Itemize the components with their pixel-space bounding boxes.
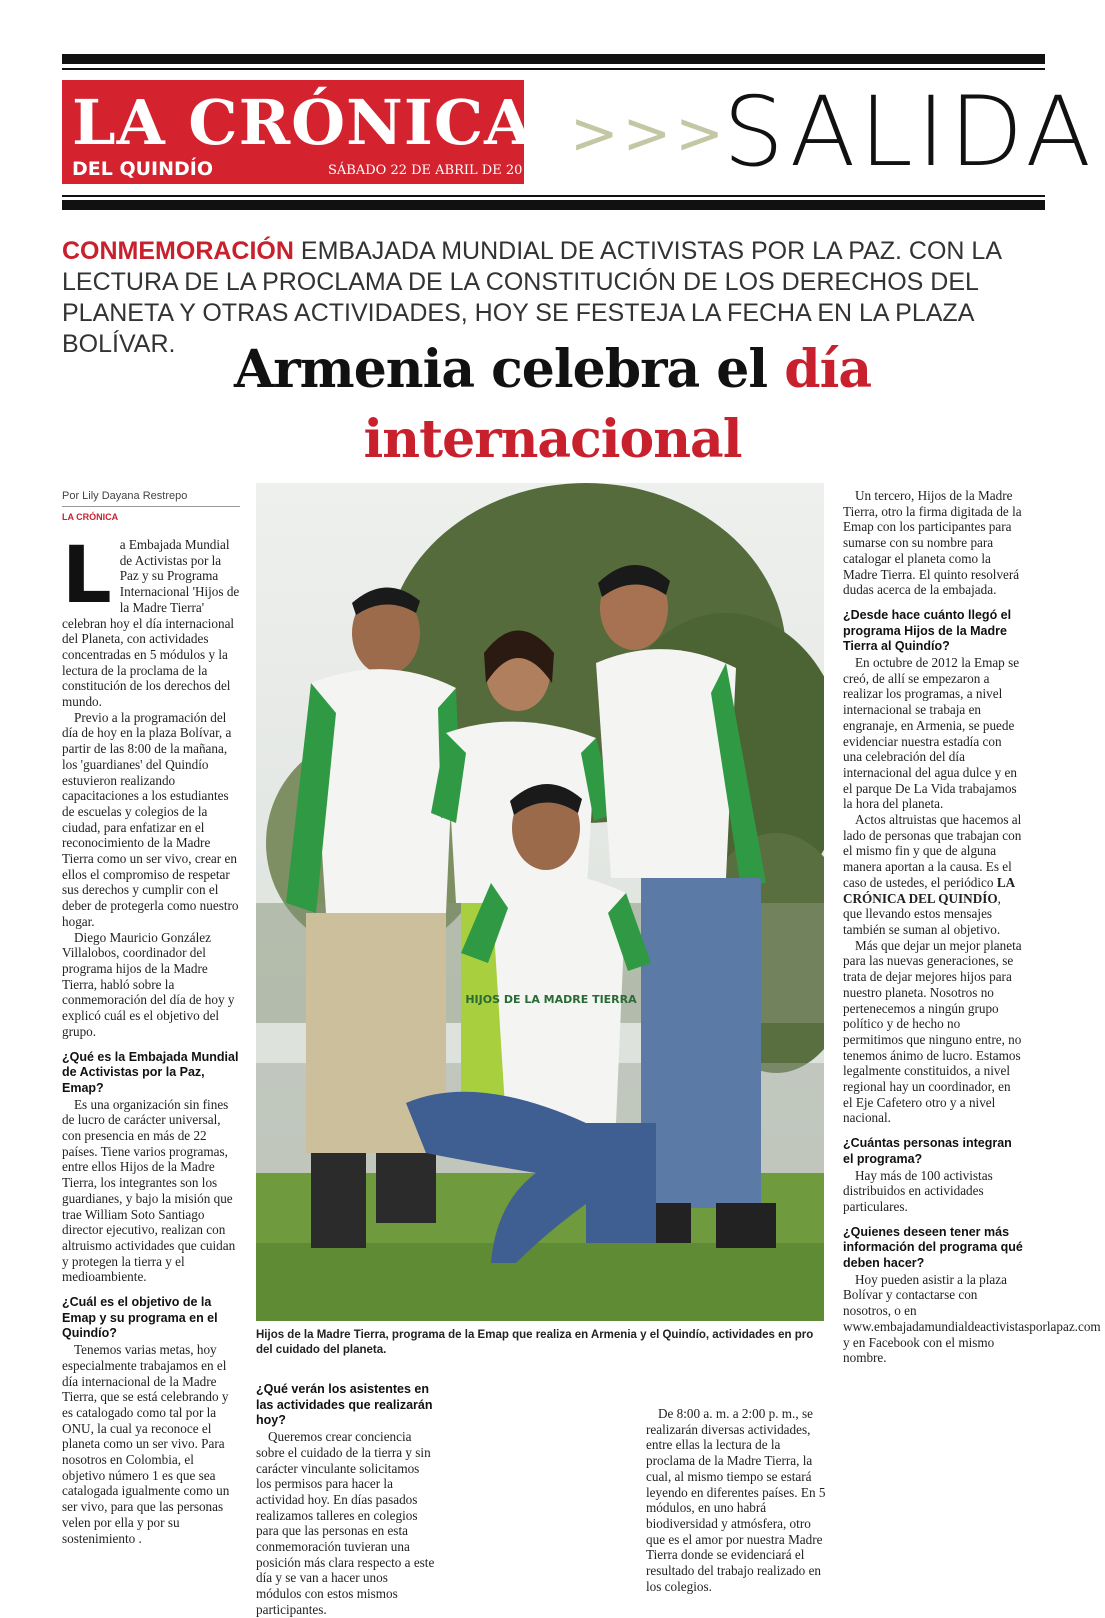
article-column-4	[843, 488, 1101, 1366]
question-heading: ¿Cuál es el objetivo de la Emap y su programa en el Quindío?	[62, 1295, 218, 1341]
issue-date: SÁBADO 22 DE ABRIL DE 2017	[328, 163, 539, 178]
text-run: , que llevando estos mensajes también se suman al objetivo.	[843, 890, 1001, 937]
top-rule	[62, 54, 1045, 64]
paragraph: a Embajada Mundial de Activistas por la Paz y su Programa Internacional 'Hijos de la Madre Tierra' celebran hoy el día internacional del Planeta, con actividades concentradas en 5 módulos y la lectura de la proclama de la constitución de los derechos del mundo.	[62, 537, 240, 710]
paragraph: Diego Mauricio González Villalobos, coordinador del programa hijos de la Madre Tierra, habló sobre la conmemoración del día de hoy y explicó cuál es el objetivo del grupo.	[62, 929, 235, 1039]
header-bottom-rule	[62, 200, 1045, 210]
article-column-3	[646, 1406, 826, 1594]
headline-red-1: día internacional	[363, 339, 872, 470]
masthead-subtitle: DEL QUINDÍO	[72, 158, 214, 180]
byline-rule	[62, 506, 240, 507]
question-heading: ¿Quienes deseen tener más información del programa qué deben hacer?	[843, 1224, 1023, 1271]
question-heading: ¿Cuántas personas integran el programa?	[843, 1136, 1012, 1166]
group-photo-illustration	[256, 483, 824, 1321]
byline-publication: LA CRÓNICA	[62, 512, 119, 522]
paragraph: Previo a la programación del día de hoy en la plaza Bolívar, a partir de las 8:00 de la mañana, los 'guardianes' del Quindío estuvieron realizando capacitaciones a los estudiantes de escuelas y colegios de la ciudad, para enfatizar en el reconocimiento de la Madre Tierra como un ser vivo, crear en ellos el compromiso de respetar sus derechos y cumplir con el deber de protegerla como nuestro hogar.	[62, 709, 239, 929]
paragraph: Tenemos varias metas, hoy especialmente trabajamos en el día internacional de la Madre Tierra, que se está celebrando y es catalogado como tal por la ONU, la cual ya reconoce el planeta como un ser vivo. Para nosotros en Colombia, el objetivo número 1 es que sea catalogada igualmente como un ser vivo, para que las personas velen por ella y por su sostenimiento .	[62, 1342, 230, 1546]
kicker-keyword: CONMEMORACIÓN	[62, 237, 294, 265]
paragraph: En octubre de 2012 la Emap se creó, de allí se empezaron a realizar los programas, a nivel internacional se trabaja en engranaje, en Armenia, se puede evidenciar nuestra estadía con una celebración del día internacional del agua dulce y en el parque De La Vida trabajamos la hora del planeta.	[843, 655, 1020, 812]
question-heading: ¿Qué es la Embajada Mundial de Activistas por la Paz, Emap?	[62, 1049, 239, 1095]
header-bottom-thin-rule	[62, 195, 1045, 197]
paragraph: Más que dejar un mejor planeta para las nuevas generaciones, se trata de dejar mejores hijos para nuestro planeta. Nosotros no pertenecemos a ningún grupo político y de hecho no permitimos que ninguno entre, no tenemos ánimo de lucro. Estamos legalmente constituidos, a nivel regional hay un coordinador, en el Eje Cafetero otro y a nivel nacional.	[843, 937, 1022, 1126]
question-heading: ¿Qué verán los asistentes en las actividades que realizarán hoy?	[256, 1382, 433, 1428]
paragraph: Hay más de 100 activistas distribuidos en actividades particulares.	[843, 1167, 993, 1214]
headline-black: Armenia celebra el	[233, 339, 768, 400]
article-column-1	[62, 531, 240, 1546]
paragraph: De 8:00 a. m. a 2:00 p. m., se realizarán diversas actividades, entre ellas la lectura de la proclama de la Madre Tierra, la cual, al mismo tiempo se estará leyendo en diferentes países. En 5 módulos, en uno habrá biodiversidad y atmósfera, otro que es el amor por nuestra Madre Tierra donde se evidenciará el resultado del trabajo realizado en los colegios.	[646, 1406, 826, 1594]
article-photo[interactable]	[256, 483, 824, 1321]
kicker-text: EMBAJADA MUNDIAL DE ACTIVISTAS POR LA PAZ. CON LA LECTURA DE LA PROCLAMA DE LA CONSTITUCIÓN DE LOS DERECHOS DEL PLANETA Y OTRAS ACTIVIDADES, HOY SE FESTEJA LA FECHA EN LA PLAZA BOLÍVAR.	[62, 237, 1001, 358]
drop-cap: L	[62, 531, 112, 621]
byline-author: Por Lily Dayana Restrepo	[62, 490, 188, 502]
section-arrows: >>>	[570, 99, 728, 167]
article-column-2	[256, 1382, 436, 1618]
newspaper-name: LA CRÓNICA DEL QUINDÍO	[843, 874, 1015, 906]
paragraph: Hoy pueden asistir a la plaza Bolívar y contactarse con nosotros, o en www.embajadamundialdeactivistasporlapaz.com y en Facebook con el mismo nombre.	[843, 1271, 1101, 1366]
text-run: Actos altruistas que hacemos al lado de personas que trabajan con el mismo fin y que de alguna manera aportan a la causa. Es el caso de ustedes, el periódico	[843, 812, 1022, 890]
paragraph	[843, 812, 1023, 938]
top-thin-rule	[62, 68, 1045, 70]
paragraph: Queremos crear conciencia sobre el cuidado de la tierra y sin carácter vinculante solicitamos los permisos para hacer la actividad hoy. En días pasados realizamos talleres en colegios para que las personas en esta conmemoración tuvieran una posición más clara respecto a este día y se van a hacer unos módulos con estos mismos participantes.	[256, 1429, 435, 1617]
paragraph: Es una organización sin fines de lucro de carácter universal, con presencia en más de 22 países. Tiene varios programas, entre ellos Hijos de la Madre Tierra, los integrantes son los guardianes, y bajo la misión que trae William Soto Santiago director ejecutivo, realizan con altruismo actividades que cuidan y protegen la tierra y el medioambiente.	[62, 1096, 236, 1285]
section-name: SALIDA	[723, 76, 1096, 188]
photo-caption: Hijos de la Madre Tierra, programa de la Emap que realiza en Armenia y el Quindío, actividades en pro del cuidado del planeta.	[256, 1329, 814, 1356]
masthead-title: LA CRÓNICA	[72, 86, 534, 159]
paragraph: Un tercero, Hijos de la Madre Tierra, otro la firma digitada de la Emap con los participantes para sumarse con su nombre para catalogar el planeta como la Madre Tierra. El quinto resolverá dudas acerca de la embajada.	[843, 488, 1022, 598]
shirt-logo-text: HIJOS DE LA MADRE TIERRA	[465, 993, 637, 1006]
question-heading: ¿Desde hace cuánto llegó el programa Hijos de la Madre Tierra al Quindío?	[843, 607, 1012, 654]
